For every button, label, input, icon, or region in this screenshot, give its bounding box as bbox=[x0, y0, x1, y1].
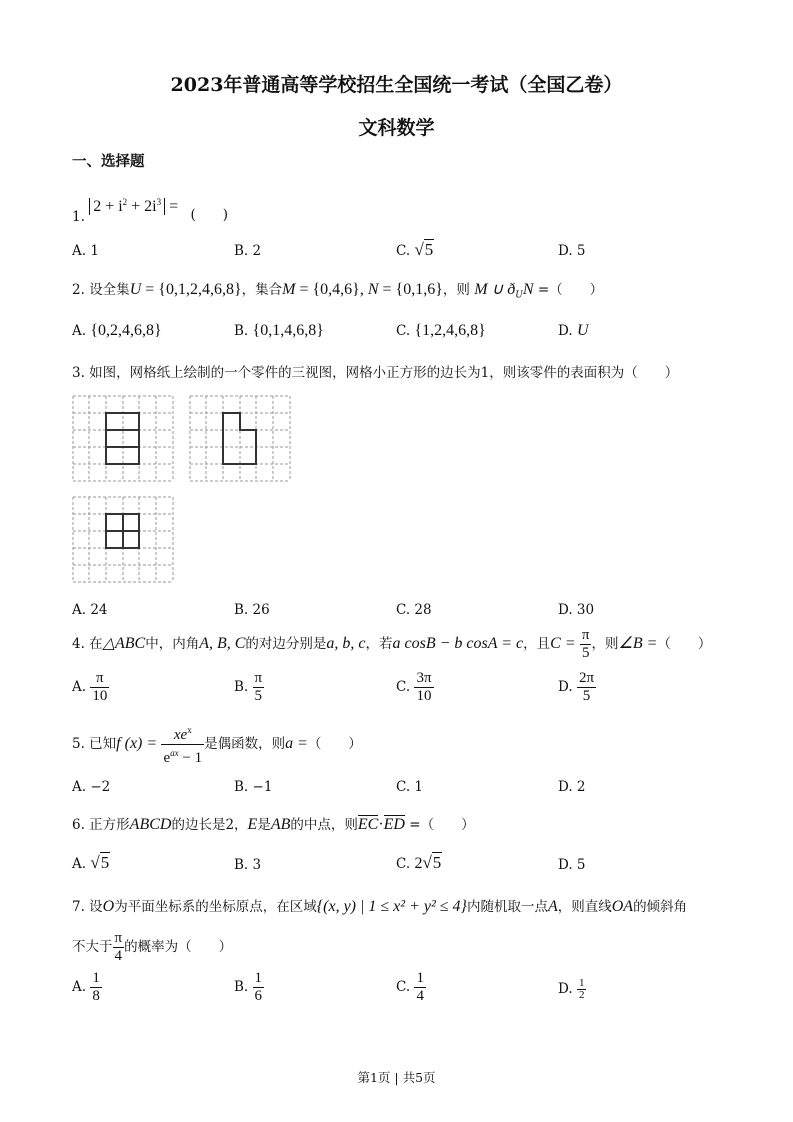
question-7-line2: 不大于 $\frac{\pi}{4}$ 的概率为（ ） bbox=[72, 930, 233, 964]
q4-option-c: C. $\frac{3\pi}{10}$ bbox=[396, 670, 432, 704]
q1-option-d: D. 5 bbox=[558, 243, 586, 259]
q1-expression: $2 + i^2 + 2i^3$ bbox=[89, 198, 165, 215]
q1-option-b: B. 2 bbox=[234, 243, 262, 259]
q2-option-d: D. U bbox=[558, 322, 589, 339]
q2-option-b: B. {0,1,4,6,8} bbox=[234, 322, 324, 339]
q7-option-d: D. $\frac{1}{2}$ bbox=[558, 977, 585, 1001]
question-3: 3. 如图，网格纸上绘制的一个零件的三视图，网格小正方形的边长为1，则该零件的表面积为（ ） bbox=[72, 365, 679, 381]
front-view-figure bbox=[72, 395, 174, 483]
page-footer: 第1页 | 共5页 bbox=[357, 1070, 436, 1085]
q5-option-c: C. 1 bbox=[396, 779, 424, 795]
q6-option-b: B. 3 bbox=[234, 857, 262, 873]
q7-option-c: C. $\frac{1}{4}$ bbox=[396, 970, 424, 1004]
q4-option-b: B. $\frac{\pi}{5}$ bbox=[234, 670, 263, 704]
q4-option-a: A. $\frac{\pi}{10}$ bbox=[72, 670, 108, 704]
q6-option-d: D. 5 bbox=[558, 857, 586, 873]
q4-option-d: D. $\frac{2\pi}{5}$ bbox=[558, 670, 595, 704]
q3-option-c: C. 28 bbox=[396, 602, 432, 618]
question-7: 7. 设O为平面坐标系的坐标原点，在区域{(x, y) | 1 ≤ x² + y² ≤ 4}内随机取一点A，则直线OA的倾斜角 bbox=[72, 898, 688, 915]
side-view-figure bbox=[189, 395, 291, 483]
question-4: 4. 在△ABC中，内角A, B, C的对边分别是a, b, c，若a cosB − b cosA = c，且C = $\frac{\pi}{5}$ ，则∠B =（ ） bbox=[72, 627, 712, 661]
question-6: 6. 正方形ABCD的边长是2，E是AB的中点，则EC·ED =（ ） bbox=[72, 816, 475, 833]
q1-option-c: C. √5 bbox=[396, 240, 434, 259]
q6-option-a: A. √5 bbox=[72, 853, 110, 872]
q3-option-a: A. 24 bbox=[72, 602, 108, 618]
q5-option-a: A. −2 bbox=[72, 779, 111, 795]
document-subtitle: 文科数学 bbox=[358, 117, 435, 139]
question-5: 5. 已知f (x) = $\frac{xe^x}{e^{ax} - 1}$ 是偶函数，则a =（ ） bbox=[72, 722, 362, 767]
section-heading: 一、选择题 bbox=[72, 153, 145, 170]
q3-option-d: D. 30 bbox=[558, 602, 595, 618]
q6-option-c: C. 2√5 bbox=[396, 853, 442, 872]
q5-option-b: B. −1 bbox=[234, 779, 273, 795]
document-title: 2023年普通高等学校招生全国统一考试（全国乙卷） bbox=[170, 74, 623, 96]
question-1: 1. $2 + i^2 + 2i^3$ = ( ) bbox=[72, 197, 228, 225]
top-view-figure bbox=[72, 496, 174, 584]
q2-option-a: A. {0,2,4,6,8} bbox=[72, 322, 162, 339]
q1-option-a: A. 1 bbox=[72, 243, 99, 259]
q3-option-b: B. 26 bbox=[234, 602, 270, 618]
q5-option-d: D. 2 bbox=[558, 779, 586, 795]
q7-option-b: B. $\frac{1}{6}$ bbox=[234, 970, 263, 1004]
question-2: 2. 设全集U = {0,1,2,4,6,8}，集合M = {0,4,6}, N = {0,1,6}，则 M ∪ $ð_UN$ =（ ） bbox=[72, 281, 604, 301]
q7-option-a: A. $\frac{1}{8}$ bbox=[72, 970, 100, 1004]
q2-option-c: C. {1,2,4,6,8} bbox=[396, 322, 486, 339]
